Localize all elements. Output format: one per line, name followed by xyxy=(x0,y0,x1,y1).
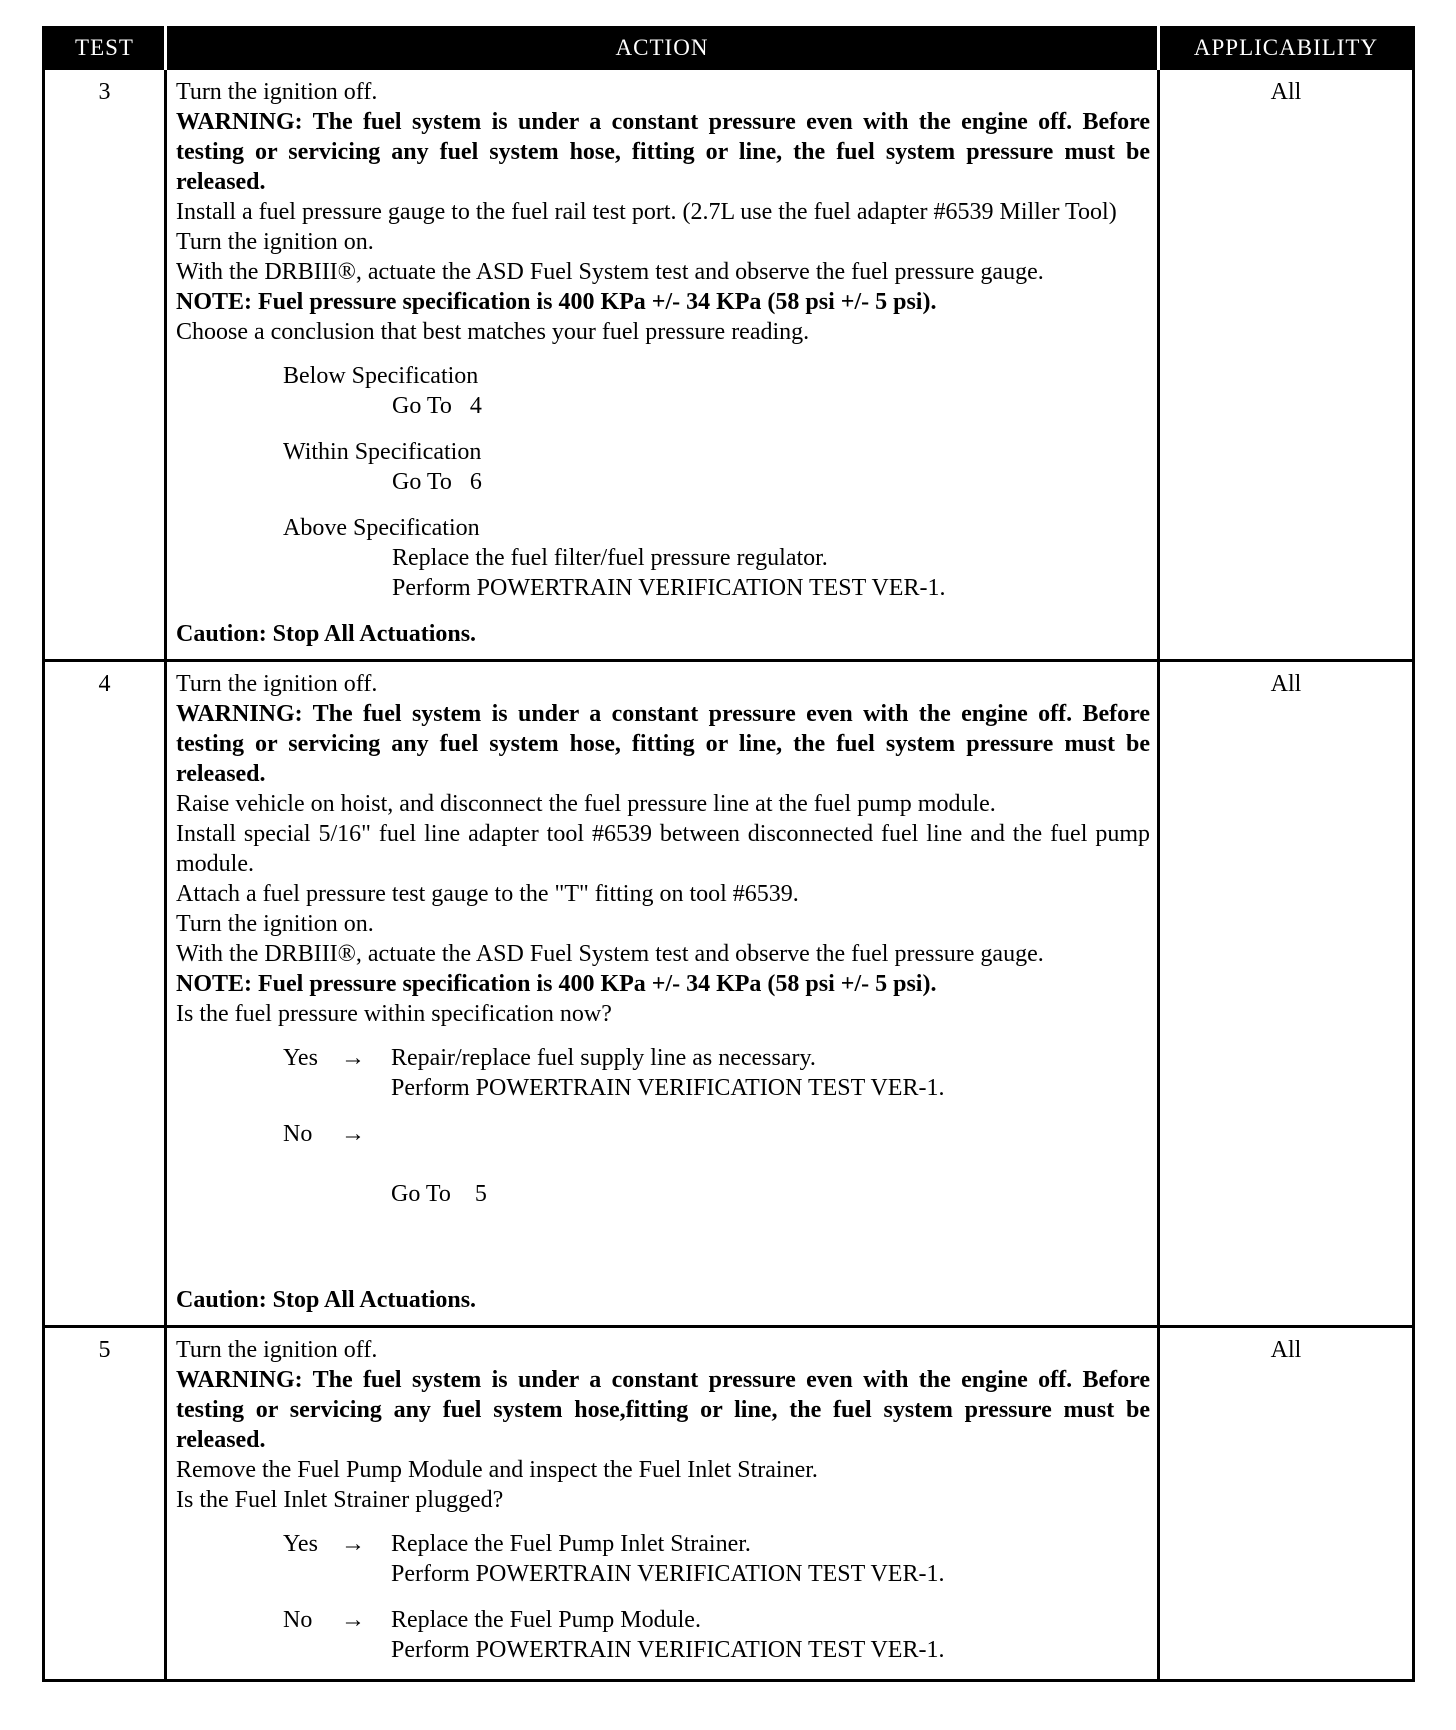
test-number: 5 xyxy=(44,1327,166,1681)
answer-result: Replace the Fuel Pump Module. Perform POWERTRAIN VERIFICATION TEST VER-1. xyxy=(391,1607,945,1663)
arrow-right-icon: → xyxy=(341,1607,365,1633)
step-text: Remove the Fuel Pump Module and inspect the Fuel Inlet Strainer. xyxy=(176,1457,818,1483)
applicability-value: All xyxy=(1159,661,1414,1327)
applicability-value: All xyxy=(1159,69,1414,661)
step-text: With the DRBIII®, actuate the ASD Fuel System test and observe the fuel pressure gauge. xyxy=(176,941,1044,967)
step-text: Turn the ignition off. xyxy=(176,1337,378,1363)
answer-label: Yes xyxy=(283,1045,318,1071)
column-header-test: TEST xyxy=(44,28,166,69)
action-cell xyxy=(166,661,1159,1327)
table-row-test-3 xyxy=(44,69,1414,661)
answer-label: No xyxy=(283,1607,313,1633)
step-text: Attach a fuel pressure test gauge to the "T" fitting on tool #6539. xyxy=(176,881,799,907)
answer-yes xyxy=(176,1529,1150,1589)
answer-no xyxy=(176,1119,1150,1269)
note-text: NOTE: Fuel pressure specification is 400 KPa +/- 34 KPa (58 psi +/- 5 psi). xyxy=(176,971,937,997)
answer-label: No xyxy=(283,1121,313,1147)
answer-no xyxy=(176,1605,1150,1665)
diagnostic-page xyxy=(42,26,1412,1682)
conclusion-label: Within Specification xyxy=(283,439,482,465)
step-text: Turn the ignition off. xyxy=(176,671,378,697)
conclusion-goto: Go To 4 xyxy=(392,393,482,419)
warning-text: WARNING: The fuel system is under a constant pressure even with the engine off. Before testing or servicing any fuel system hose,fitting or line, the fuel system pressure must be released. xyxy=(176,1367,1150,1453)
step-text: Turn the ignition off. xyxy=(176,79,378,105)
question-text: Choose a conclusion that best matches your fuel pressure reading. xyxy=(176,319,810,345)
step-text: Install special 5/16" fuel line adapter tool #6539 between disconnected fuel line and the fuel pump module. xyxy=(176,821,1150,877)
warning-text: WARNING: The fuel system is under a constant pressure even with the engine off. Before testing or servicing any fuel system hose, fitting or line, the fuel system pressure must be released. xyxy=(176,109,1150,195)
answer-list xyxy=(176,1043,1150,1269)
column-header-applicability: APPLICABILITY xyxy=(1159,28,1414,69)
column-header-action: ACTION xyxy=(166,28,1159,69)
conclusion-result: Replace the fuel filter/fuel pressure regulator. xyxy=(392,545,828,571)
applicability-value: All xyxy=(1159,1327,1414,1681)
step-text: Install a fuel pressure gauge to the fuel rail test port. (2.7L use the fuel adapter #6539 Miller Tool) xyxy=(176,199,1117,225)
table-row-test-5 xyxy=(44,1327,1414,1681)
warning-text: WARNING: The fuel system is under a constant pressure even with the engine off. Before testing or servicing any fuel system hose, fitting or line, the fuel system pressure must be released. xyxy=(176,701,1150,787)
arrow-right-icon: → xyxy=(341,1045,365,1071)
caution-text: Caution: Stop All Actuations. xyxy=(176,1287,477,1313)
step-text: Raise vehicle on hoist, and disconnect the fuel pressure line at the fuel pump module. xyxy=(176,791,996,817)
diagnostic-test-table xyxy=(42,26,1415,1682)
conclusion-list xyxy=(176,361,1150,603)
answer-result: Go To 5 xyxy=(391,1181,487,1207)
question-text: Is the fuel pressure within specification now? xyxy=(176,1001,612,1027)
test-number: 4 xyxy=(44,661,166,1327)
arrow-right-icon: → xyxy=(341,1121,365,1147)
answer-label: Yes xyxy=(283,1531,318,1557)
conclusion-label: Above Specification xyxy=(283,515,480,541)
caution-text: Caution: Stop All Actuations. xyxy=(176,621,477,647)
answer-yes xyxy=(176,1043,1150,1103)
question-text: Is the Fuel Inlet Strainer plugged? xyxy=(176,1487,504,1513)
test-number: 3 xyxy=(44,69,166,661)
action-cell xyxy=(166,69,1159,661)
note-text: NOTE: Fuel pressure specification is 400 KPa +/- 34 KPa (58 psi +/- 5 psi). xyxy=(176,289,937,315)
step-text: Turn the ignition on. xyxy=(176,229,374,255)
answer-result: Repair/replace fuel supply line as necessary. Perform POWERTRAIN VERIFICATION TEST VER-1. xyxy=(391,1045,945,1101)
answer-list xyxy=(176,1529,1150,1665)
conclusion-item xyxy=(176,361,1150,421)
table-header-row xyxy=(44,28,1414,69)
action-cell xyxy=(166,1327,1159,1681)
step-text: With the DRBIII®, actuate the ASD Fuel System test and observe the fuel pressure gauge. xyxy=(176,259,1044,285)
table-row-test-4 xyxy=(44,661,1414,1327)
answer-result: Replace the Fuel Pump Inlet Strainer. Perform POWERTRAIN VERIFICATION TEST VER-1. xyxy=(391,1531,945,1587)
conclusion-goto: Go To 6 xyxy=(392,469,482,495)
conclusion-label: Below Specification xyxy=(283,363,479,389)
arrow-right-icon: → xyxy=(341,1531,365,1557)
conclusion-item xyxy=(176,437,1150,497)
step-text: Turn the ignition on. xyxy=(176,911,374,937)
conclusion-result: Perform POWERTRAIN VERIFICATION TEST VER-1. xyxy=(392,575,946,601)
conclusion-item xyxy=(176,513,1150,603)
